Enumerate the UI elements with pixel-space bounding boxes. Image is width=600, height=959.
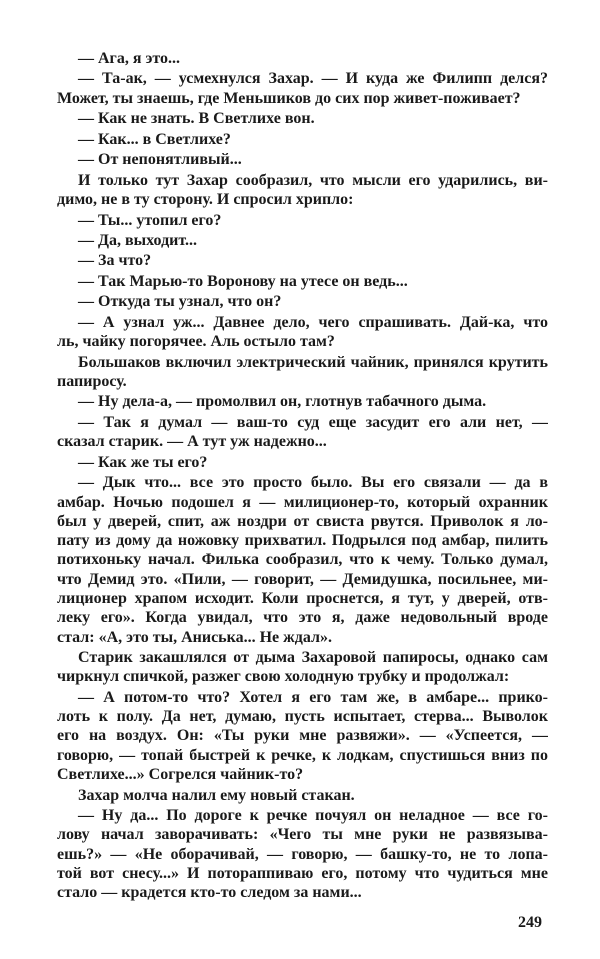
text-line: потихоньку начал. Филька сообразил, что к чему. Только думал, [57,551,548,569]
paragraph [57,453,548,472]
text-line: ешь?» — «Не оборачивай, — говорю, — башку-то, не то лопа- [57,845,548,863]
text-line: — Откуда ты узнал, что он? [78,293,282,311]
text-line: Большаков включил электрический чайник, принялся крутить [78,353,548,371]
text-line: чиркнул спичкой, разжег свою холодную трубку и продолжал: [57,668,510,686]
text-line: лиционер храпом исходит. Коли проснется, я тут, у дверей, отв- [57,590,548,608]
text-line: — А узнал уж... Давнее дело, чего спрашивать. Дай-ка, что [78,313,548,331]
paragraph [57,353,548,392]
paragraph [57,211,548,230]
paragraph [57,413,548,452]
text-line: — За что? [78,252,152,270]
text-line: леку его». Когда увидал, что это я, даже недовольный вроде [57,609,548,627]
paragraph [57,231,548,250]
text-line: Светлихе...» Согрелся чайник-то? [57,766,304,784]
paragraph [57,130,548,149]
paragraph [57,806,548,902]
text-line: — Та-ак, — усмехнулся Захар. — И куда же Филипп делся? [78,70,548,88]
paragraph [57,688,548,784]
text-line: амбар. Ночью подошел я — милиционер-то, который охранник [57,493,548,511]
text-line: сказал старик. — А тут уж надежно... [57,433,327,451]
text-line: пату из дому да ножовку прихватил. Подрылся под амбар, пилить [57,532,548,550]
paragraph [57,392,548,411]
text-line: говорю, — топай быстрей к речке, к лодкам, спустишься вниз по [57,746,548,764]
text-line: — Да, выходит... [78,231,198,249]
text-line: был у дверей, спит, аж ноздри от свиста рвутся. Приволок я ло- [57,512,548,530]
paragraph [57,150,548,169]
text-line: — А потом-то что? Хотел я его там же, в амбаре... прико- [78,688,548,706]
text-line: — Так я думал — ваш-то суд еще засудит его али нет, — [78,413,548,431]
text-line: — Так Марью-то Воронову на утесе он ведь... [78,272,408,290]
text-line: стало — крадется кто-то следом за нами... [57,884,362,902]
page-number: 249 [518,914,542,931]
text-line: Может, ты знаешь, где Меньшиков до сих пор живет-поживает? [57,89,521,107]
text-line: стал: «А, это ты, Аниська... Не ждал». [57,628,332,646]
paragraph [57,313,548,352]
text-line: — Ну да... По дороге к речке почуял он неладное — все го- [78,807,548,825]
paragraph [57,292,548,311]
paragraph [57,69,548,108]
text-line: — Как... в Светлихе? [78,130,231,148]
paragraph [57,251,548,270]
text-line: — Как не знать. В Светлихе вон. [78,110,315,128]
text-line: — Как же ты его? [78,453,208,471]
text-line: Старик закашлялся от дыма Захаровой папиросы, однако сам [78,649,548,667]
text-line: Захар молча налил ему новый стакан. [78,786,355,804]
text-line: его на воздух. Он: «Ты руки мне развяжи». — «Успеется, — [57,727,548,745]
text-line: папиросу. [57,373,127,390]
text-line: лову начал заворачивать: «Чего ты мне руки не развязыва- [57,826,548,844]
text-line: — Дык что... все это просто было. Вы его связали — да в [78,474,548,492]
text-line: — Ну дела-а, — промолвил он, глотнув табачного дыма. [78,393,487,411]
paragraph [57,49,548,68]
text-line: что Демид это. «Пили, — говорит, — Демидушка, посильнее, ми- [57,570,548,588]
text-line: лоть к полу. Да нет, думаю, пусть испытает, стерва... Выволок [57,708,548,726]
text-line: той вот снесу...» И потораппиваю его, потому что чудиться мне [57,864,548,882]
paragraph [57,109,548,128]
paragraph [57,272,548,291]
text-line: димо, не в ту сторону. И спросил хрипло: [57,191,354,209]
paragraph [57,473,548,647]
text-line: — Ага, я это... [78,50,181,67]
book-page-text [57,49,548,904]
text-line: — Ты... утопил его? [78,211,222,229]
text-line: ль, чайку погорячее. Аль остыло там? [57,333,335,351]
text-line: — От непонятливый... [78,151,242,169]
paragraph [57,786,548,805]
paragraph [57,648,548,687]
paragraph [57,171,548,210]
text-line: И только тут Захар сообразил, что мысли его ударились, ви- [78,171,548,189]
